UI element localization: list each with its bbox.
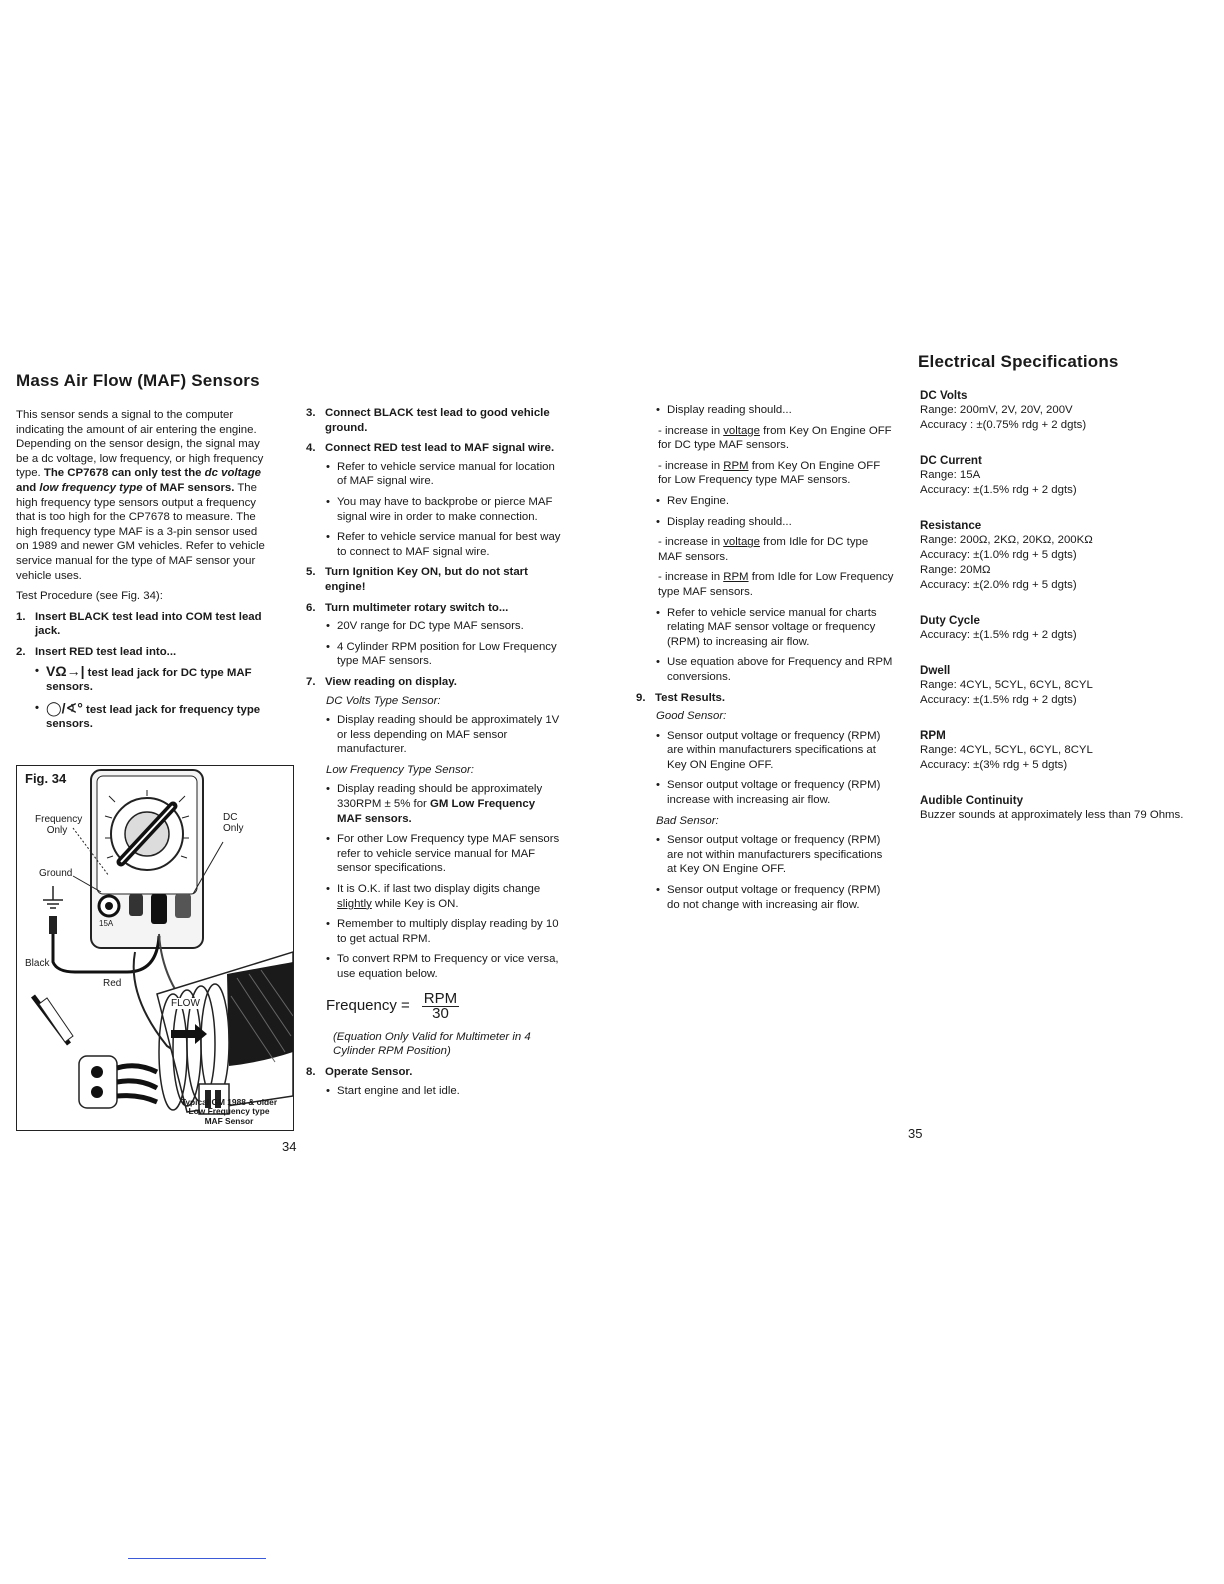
bad-sensor-bullet: • Sensor output voltage or frequency (RPM) do not change with increasing air flow. <box>656 883 894 912</box>
good-sensor-bullet: • Sensor output voltage or frequency (RPM) increase with increasing air flow. <box>656 778 894 807</box>
figure-34 <box>16 765 294 1131</box>
step-8: 8. Operate Sensor. <box>306 1065 413 1078</box>
page-title-maf: Mass Air Flow (MAF) Sensors <box>16 371 260 390</box>
step-8-bullet: • Start engine and let idle. <box>326 1084 562 1099</box>
step-7-bullet: • For other Low Frequency type MAF sensors refer to vehicle service manual for MAF sensor specifications. <box>326 832 562 876</box>
dash-item: - increase in RPM from Idle for Low Frequency type MAF sensors. <box>658 571 894 598</box>
good-sensor-bullet: • Sensor output voltage or frequency (RPM) are within manufacturers specifications at Key ON Engine OFF. <box>656 729 894 773</box>
page-number-34: 34 <box>282 1139 297 1154</box>
specs-title: Electrical Specifications <box>918 352 1119 371</box>
display-reading-bullet: • Display reading should... <box>656 515 894 530</box>
equation-bullet: • Use equation above for Frequency and RPM conversions. <box>656 655 894 684</box>
step-4-bullet: • You may have to backprobe or pierce MAF signal wire in order to make connection. <box>326 495 562 524</box>
step-6-bullet: • 4 Cylinder RPM position for Low Frequency type MAF sensors. <box>326 640 562 669</box>
spec-resistance: Resistance Range: 200Ω, 2KΩ, 20KΩ, 200KΩ Accuracy: ±(1.0% rdg + 5 dgts) Range: 20MΩ Accuracy: ±(2.0% rdg + 5 dgts) <box>920 519 1093 591</box>
ground-label: Ground <box>39 868 73 879</box>
middle-column <box>306 406 562 1104</box>
scan-line <box>128 1558 266 1559</box>
rev-engine-bullet: • Rev Engine. <box>656 494 894 509</box>
left-column <box>16 408 270 738</box>
good-sensor-heading: Good Sensor: <box>656 710 727 723</box>
frequency-dwell-icon: ◯/∢° <box>46 699 83 716</box>
step-2: 2. Insert RED test lead into... <box>16 645 177 658</box>
frequency-equation: Frequency = $\frac{\text{RPM}}{30}$ <box>326 989 458 1023</box>
flow-label: FLOW <box>171 998 200 1009</box>
step-7-bullet: • Display reading should be approximately 1V or less depending on MAF sensor manufacturer. <box>326 713 562 757</box>
step-2-bullet-frequency: • ◯/∢° test lead jack for frequency type sensors. <box>35 701 270 732</box>
step-6: 6. Turn multimeter rotary switch to... <box>306 601 509 614</box>
red-lead-label: Red <box>103 978 122 989</box>
spec-rpm: RPM Range: 4CYL, 5CYL, 6CYL, 8CYL Accuracy: ±(3% rdg + 5 dgts) <box>920 729 1093 771</box>
figure-label: Fig. 34 <box>25 771 67 786</box>
intro-paragraph: This sensor sends a signal to the computer indicating the amount of air entering the engine. Depending on the sensor design, the signal may be a dc voltage, low frequency, or high frequency type. The CP7678 can only test the dc voltage and low frequency type of MAF sensors. The high frequency type sensors output a frequency that is too high for the CP7678 to measure. The high frequency type MAF is a 3-pin sensor used on 1989 and newer GM vehicles. Refer to vehicle service manual for the type of MAF sensor your vehicle uses. <box>16 409 265 582</box>
step-1: 1. Insert BLACK test lead into COM test lead jack. <box>16 610 262 638</box>
test-procedure-label: Test Procedure (see Fig. 34): <box>16 590 163 603</box>
bad-sensor-bullet: • Sensor output voltage or frequency (RPM) are not within manufacturers specifications at Key ON Engine OFF. <box>656 833 894 877</box>
dc-only-label: DC Only <box>223 812 244 834</box>
step-6-bullet: • 20V range for DC type MAF sensors. <box>326 619 562 634</box>
equation-note: (Equation Only Valid for Multimeter in 4 Cylinder RPM Position) <box>333 1030 531 1058</box>
step-7-bullet: • Remember to multiply display reading by 10 to get actual RPM. <box>326 917 562 946</box>
step-9: 9. Test Results. <box>636 691 726 704</box>
step-3: 3. Connect BLACK test lead to good vehicle ground. <box>306 407 550 434</box>
figure-caption: Typical GM 1988 & older Low Frequency type MAF Sensor <box>180 1097 278 1126</box>
step-7-bullet: • To convert RPM to Frequency or vice versa, use equation below. <box>326 952 562 981</box>
volt-ohm-diode-icon: VΩ→| <box>46 662 85 679</box>
step-7-bullet: • It is O.K. if last two display digits change slightly while Key is ON. <box>326 882 562 911</box>
right-column <box>636 399 894 918</box>
low-frequency-sensor-heading: Low Frequency Type Sensor: <box>326 763 474 776</box>
spec-duty-cycle: Duty Cycle Accuracy: ±(1.5% rdg + 2 dgts) <box>920 614 1077 641</box>
dash-item: - increase in voltage from Idle for DC type MAF sensors. <box>658 536 869 563</box>
spec-dc-volts: DC Volts Range: 200mV, 2V, 20V, 200V Accuracy : ±(0.75% rdg + 2 dgts) <box>920 389 1087 431</box>
service-manual-bullet: • Refer to vehicle service manual for charts relating MAF sensor voltage or frequency (RPM) to increasing air flow. <box>656 606 894 650</box>
spec-dc-current: DC Current Range: 15A Accuracy: ±(1.5% rdg + 2 dgts) <box>920 454 1077 496</box>
frequency-only-label: Frequency Only <box>35 814 83 836</box>
display-reading-bullet: • Display reading should... <box>656 403 894 418</box>
step-4: 4. Connect RED test lead to MAF signal wire. <box>306 442 555 455</box>
dash-item: - increase in voltage from Key On Engine OFF for DC type MAF sensors. <box>658 424 892 452</box>
spec-audible-continuity: Audible Continuity Buzzer sounds at approximately less than 79 Ohms. <box>920 794 1184 821</box>
step-7: 7. View reading on display. <box>306 675 457 688</box>
range-15a-label: 15A <box>99 919 114 928</box>
bad-sensor-heading: Bad Sensor: <box>656 814 719 827</box>
step-5: 5. Turn Ignition Key ON, but do not start engine! <box>306 566 528 593</box>
step-2-bullet-dc: • VΩ→| test lead jack for DC type MAF sensors. <box>35 664 270 695</box>
step-7-bullet: • Display reading should be approximately 330RPM ± 5% for GM Low Frequency MAF sensors. <box>326 782 562 826</box>
black-lead-label: Black <box>25 958 50 969</box>
dc-volts-sensor-heading: DC Volts Type Sensor: <box>326 694 441 707</box>
spec-dwell: Dwell Range: 4CYL, 5CYL, 6CYL, 8CYL Accuracy: ±(1.5% rdg + 2 dgts) <box>920 664 1093 706</box>
page-number-35: 35 <box>908 1126 923 1141</box>
dash-item: - increase in RPM from Key On Engine OFF for Low Frequency type MAF sensors. <box>658 459 881 487</box>
step-4-bullet: • Refer to vehicle service manual for best way to connect to MAF signal wire. <box>326 530 562 559</box>
specs-list <box>920 389 1190 844</box>
step-4-bullet: • Refer to vehicle service manual for location of MAF signal wire. <box>326 460 562 489</box>
